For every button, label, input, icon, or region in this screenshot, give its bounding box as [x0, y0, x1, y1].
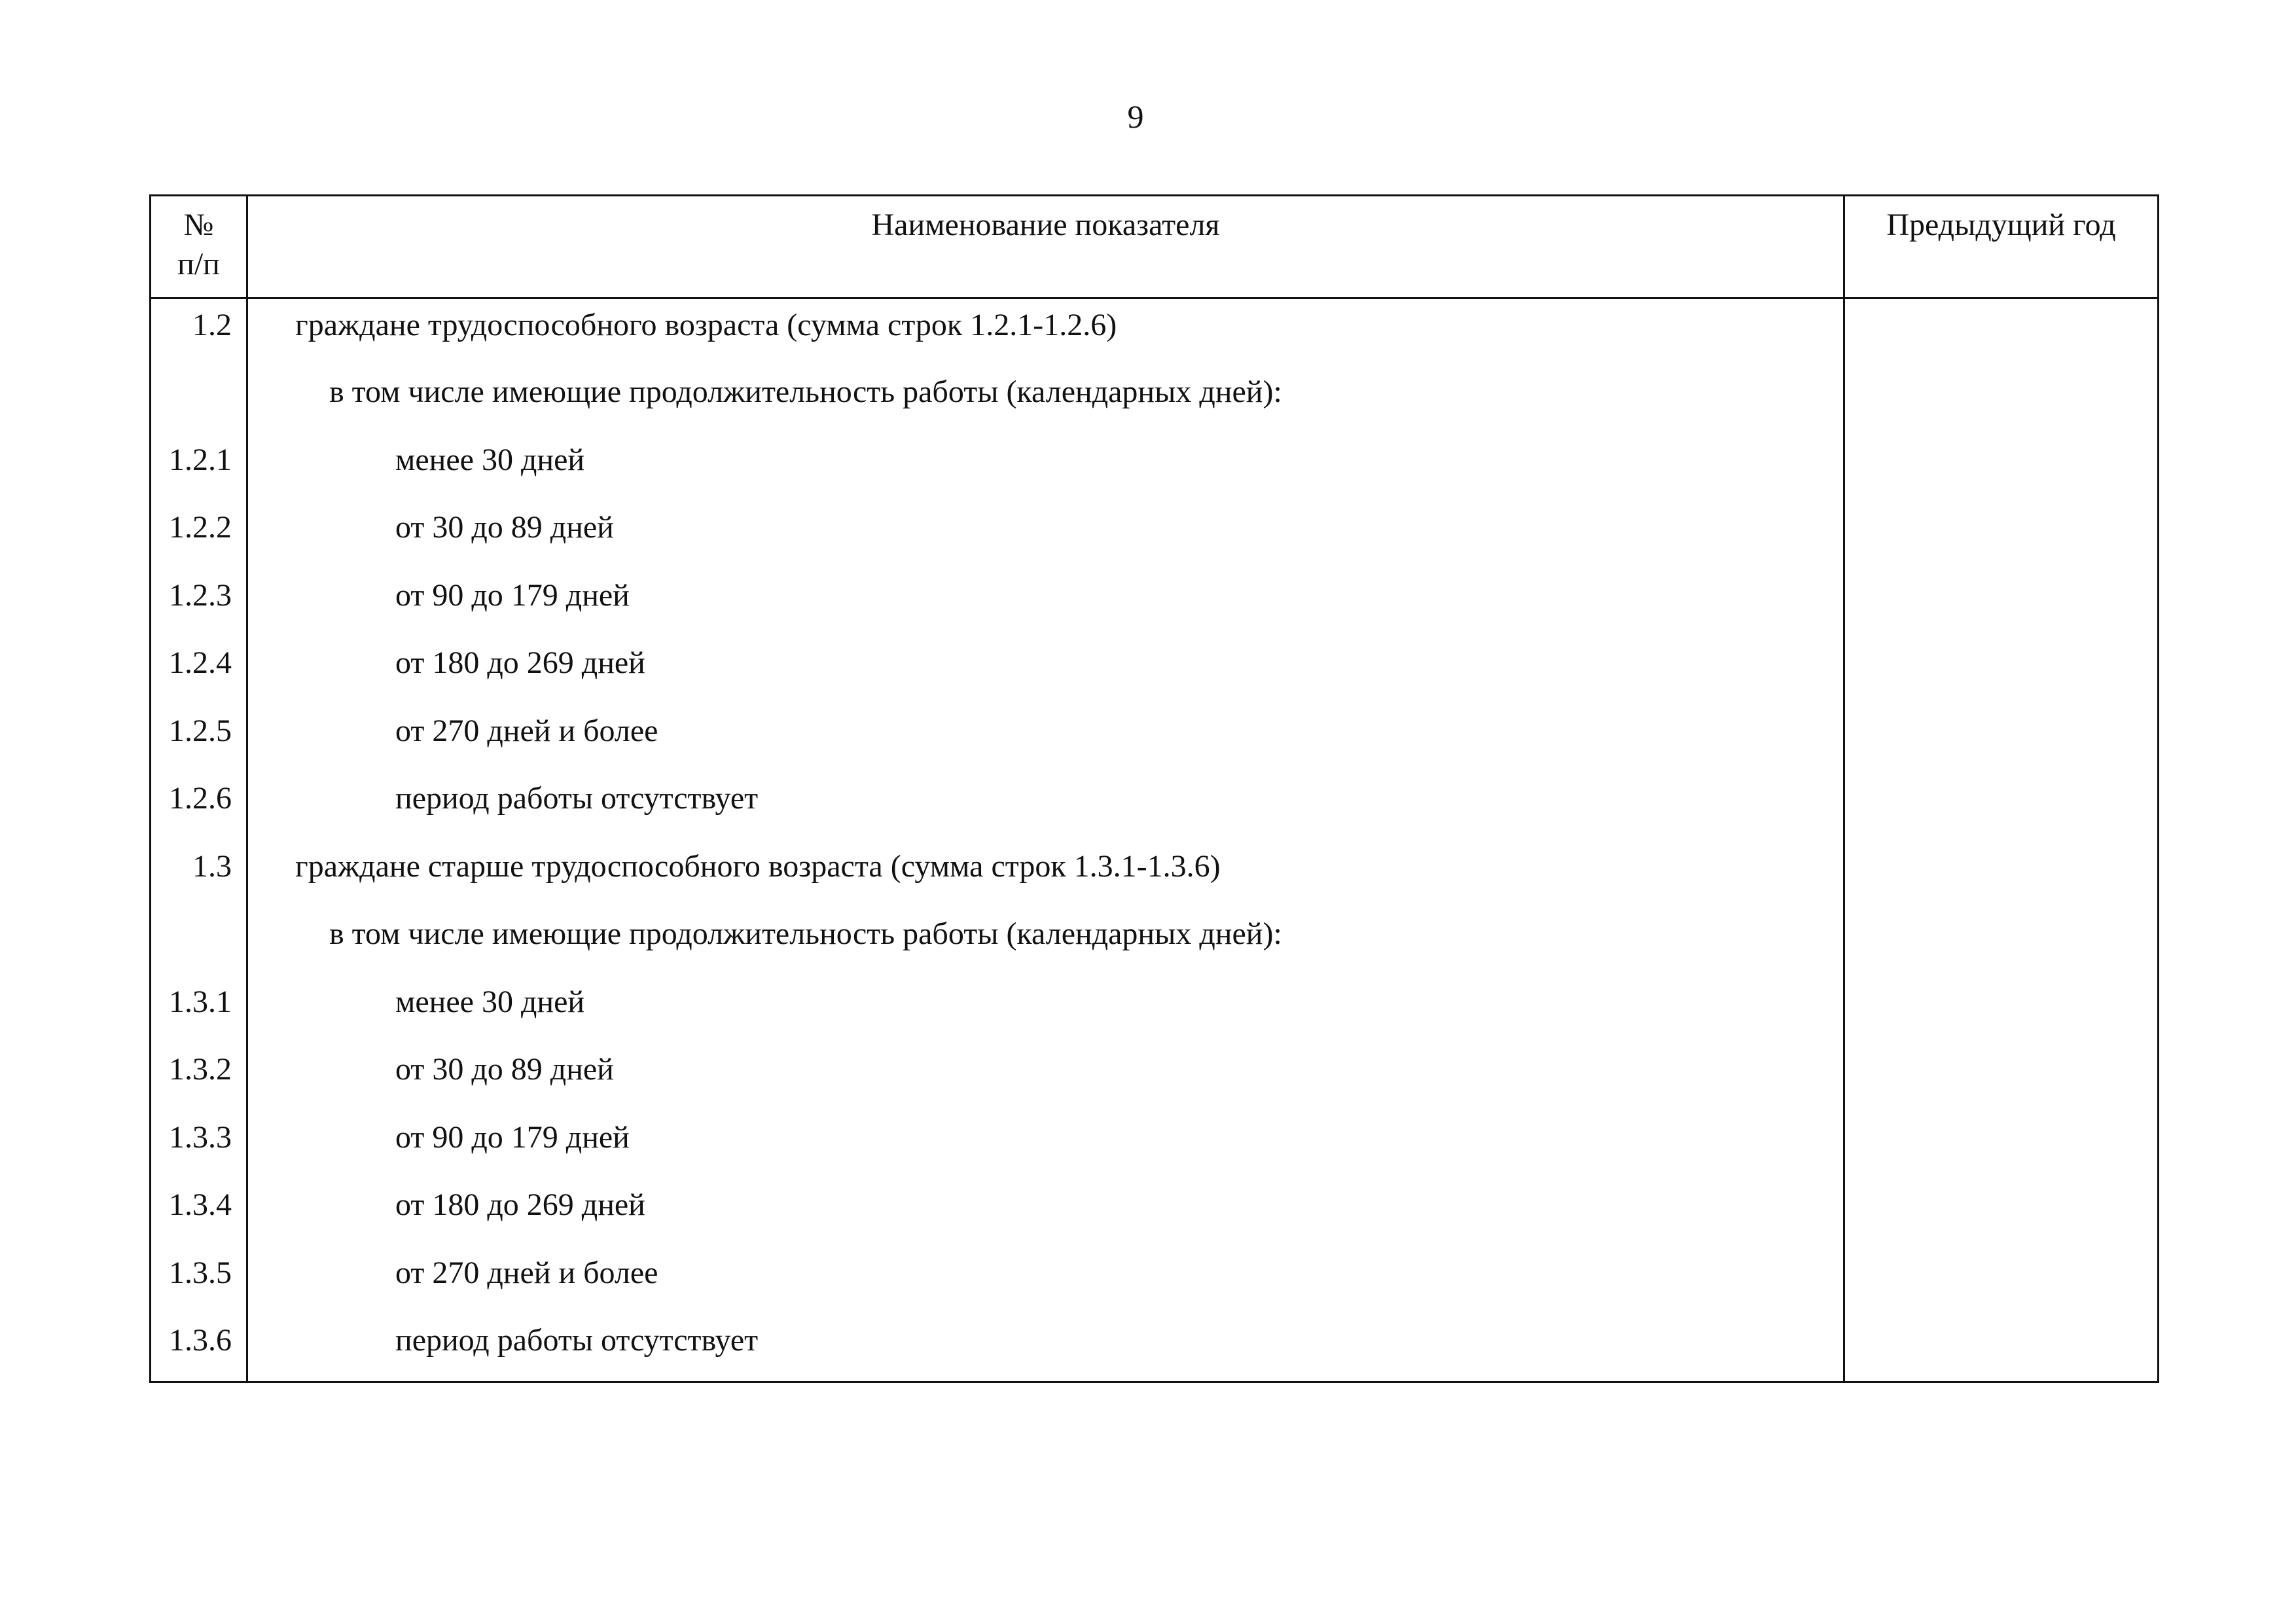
header-number-pp: п/п	[177, 247, 220, 281]
table-row	[151, 976, 2159, 1044]
previous-year-cell	[1844, 1111, 2159, 1180]
indicator-name-cell: от 30 до 89 дней	[247, 1043, 1844, 1111]
previous-year-cell	[1844, 1314, 2159, 1382]
table-row	[151, 298, 2159, 367]
indicator-name-cell: граждане трудоспособного возраста (сумма строк 1.2.1-1.2.6)	[247, 298, 1844, 367]
page-number: 9	[1127, 98, 1144, 135]
indicator-name-cell: от 180 до 269 дней	[247, 1179, 1844, 1247]
header-indicator-name: Наименование показателя	[247, 196, 1844, 298]
table-row	[151, 501, 2159, 569]
row-number-cell: 1.2.3	[151, 569, 247, 638]
indicator-name-cell: от 90 до 179 дней	[247, 569, 1844, 638]
row-number-cell: 1.3.5	[151, 1247, 247, 1315]
table-body	[151, 298, 2159, 1382]
previous-year-cell	[1844, 434, 2159, 502]
indicator-name-cell: от 30 до 89 дней	[247, 501, 1844, 569]
row-number-cell: 1.3.1	[151, 976, 247, 1044]
previous-year-cell	[1844, 1179, 2159, 1247]
table-row	[151, 637, 2159, 705]
table-row	[151, 705, 2159, 773]
table-row	[151, 908, 2159, 976]
previous-year-cell	[1844, 298, 2159, 367]
previous-year-cell	[1844, 908, 2159, 976]
indicator-name-cell: в том числе имеющие продолжительность работы (календарных дней):	[247, 908, 1844, 976]
row-number-cell	[151, 366, 247, 434]
previous-year-cell	[1844, 637, 2159, 705]
previous-year-cell	[1844, 1043, 2159, 1111]
row-number-cell	[151, 908, 247, 976]
indicator-name-cell: граждане старше трудоспособного возраста (сумма строк 1.3.1-1.3.6)	[247, 840, 1844, 909]
indicator-name-cell: от 270 дней и более	[247, 705, 1844, 773]
previous-year-cell	[1844, 705, 2159, 773]
table-row	[151, 840, 2159, 909]
table-row	[151, 569, 2159, 638]
table-row	[151, 1247, 2159, 1315]
row-number-cell: 1.2	[151, 298, 247, 367]
row-number-cell: 1.3.2	[151, 1043, 247, 1111]
table-row	[151, 1179, 2159, 1247]
indicator-name-cell: от 180 до 269 дней	[247, 637, 1844, 705]
indicator-name-cell: менее 30 дней	[247, 434, 1844, 502]
previous-year-cell	[1844, 840, 2159, 909]
table-row	[151, 1314, 2159, 1382]
table-row	[151, 1111, 2159, 1180]
header-previous-year: Предыдущий год	[1844, 196, 2159, 298]
header-row-number	[151, 196, 247, 298]
previous-year-cell	[1844, 976, 2159, 1044]
previous-year-cell	[1844, 1247, 2159, 1315]
row-number-cell: 1.2.5	[151, 705, 247, 773]
header-number-sign: №	[183, 208, 214, 242]
table-row	[151, 434, 2159, 502]
previous-year-cell	[1844, 772, 2159, 840]
row-number-cell: 1.3.3	[151, 1111, 247, 1180]
table-row	[151, 772, 2159, 840]
row-number-cell: 1.2.6	[151, 772, 247, 840]
indicator-name-cell: от 90 до 179 дней	[247, 1111, 1844, 1180]
indicator-name-cell: в том числе имеющие продолжительность работы (календарных дней):	[247, 366, 1844, 434]
previous-year-cell	[1844, 569, 2159, 638]
previous-year-cell	[1844, 501, 2159, 569]
table-row	[151, 366, 2159, 434]
row-number-cell: 1.2.1	[151, 434, 247, 502]
row-number-cell: 1.3	[151, 840, 247, 909]
row-number-cell: 1.3.4	[151, 1179, 247, 1247]
indicator-table	[149, 194, 2159, 1383]
row-number-cell: 1.2.2	[151, 501, 247, 569]
previous-year-cell	[1844, 366, 2159, 434]
row-number-cell: 1.3.6	[151, 1314, 247, 1382]
table-header-row	[151, 196, 2159, 298]
indicator-name-cell: менее 30 дней	[247, 976, 1844, 1044]
row-number-cell: 1.2.4	[151, 637, 247, 705]
indicator-name-cell: период работы отсутствует	[247, 1314, 1844, 1382]
indicator-name-cell: от 270 дней и более	[247, 1247, 1844, 1315]
indicator-name-cell: период работы отсутствует	[247, 772, 1844, 840]
table-row	[151, 1043, 2159, 1111]
